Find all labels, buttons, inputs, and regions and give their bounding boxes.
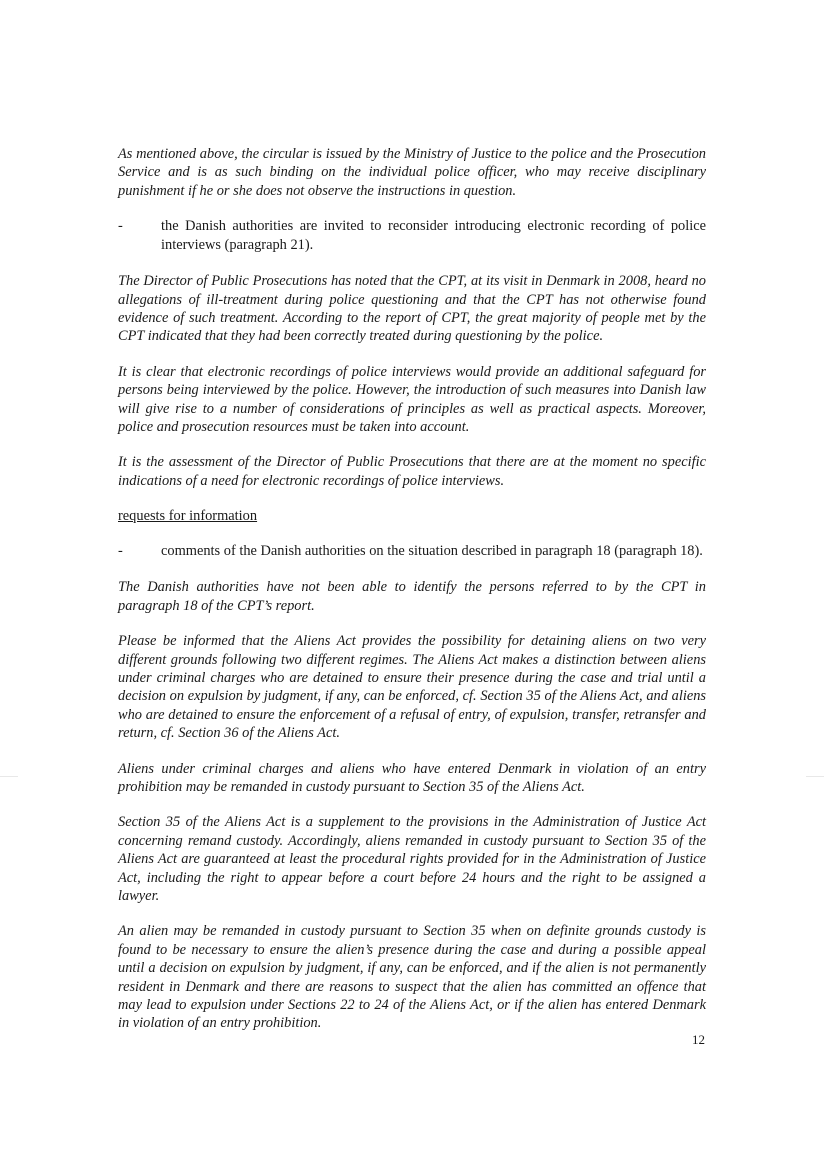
bullet-dash: - [118,543,123,560]
document-body [118,145,706,1050]
bullet-text: the Danish authorities are invited to reconsider introducing electronic recording of police interviews (paragraph 21). [161,218,706,254]
page-number: 12 [692,1032,705,1047]
paragraph: As mentioned above, the circular is issued by the Ministry of Justice to the police and the Prosecution Service and is as such binding on the individual police officer, who may receive disciplinary punishment if he or she does not observe the instructions in question. [118,146,706,199]
bullet-item [118,542,706,561]
paragraph: Please be informed that the Aliens Act provides the possibility for detaining aliens on two very different grounds following two different regimes. The Aliens Act makes a distinction between aliens under criminal charges who are detained to ensure their presence during the case and trial until a decision on expulsion by judgment, if any, can be enforced, cf. Section 35 of the Aliens Act, and aliens who are detained to ensure the enforcement of a refusal of entry, of expulsion, transfer, retransfer and return, cf. Section 36 of the Aliens Act. [118,633,706,742]
paragraph: The Director of Public Prosecutions has noted that the CPT, at its visit in Denmark in 2008, heard no allegations of ill-treatment during police questioning and that the CPT has not otherwise found evidence of such treatment. According to the report of CPT, the great majority of people met by the CPT indicated that they had been correctly treated during questioning by the police. [118,273,706,345]
scan-mark [806,776,824,777]
paragraph: An alien may be remanded in custody pursuant to Section 35 when on definite grounds custody is found to be necessary to ensure the alien’s presence during the case and during a possible appeal until a decision on expulsion by judgment, if any, can be enforced, and if the alien is not permanently resident in Denmark and there are reasons to suspect that the alien has committed an offence that may lead to expulsion under Sections 22 to 24 of the Aliens Act, or if the alien has entered Denmark in violation of an entry prohibition. [118,923,706,1032]
bullet-item [118,217,706,255]
bullet-dash: - [118,218,123,235]
section-heading: requests for information [118,508,258,525]
paragraph: It is clear that electronic recordings of police interviews would provide an additional safeguard for persons being interviewed by the police. However, the introduction of such measures into Danish law will give rise to a number of considerations of principles as well as practical aspects. Moreover, police and prosecution resources must be taken into account. [118,363,706,436]
paragraph: Section 35 of the Aliens Act is a supplement to the provisions in the Administration of Justice Act concerning remand custody. Accordingly, aliens remanded in custody pursuant to Section 35 of the Aliens Act are guaranteed at least the procedural rights provided for in the Administration of Justice Act, including the right to appear before a court before 24 hours and the right to be assigned a lawyer. [118,814,706,904]
scan-mark [0,776,18,777]
paragraph: It is the assessment of the Director of Public Prosecutions that there are at the moment no specific indications of a need for electronic recordings of police interviews. [118,454,706,489]
paragraph: The Danish authorities have not been able to identify the persons referred to by the CPT in paragraph 18 of the CPT’s report. [118,579,706,614]
paragraph: Aliens under criminal charges and aliens who have entered Denmark in violation of an entry prohibition may be remanded in custody pursuant to Section 35 of the Aliens Act. [118,760,706,795]
bullet-text: comments of the Danish authorities on the situation described in paragraph 18 (paragraph 18). [161,543,703,560]
